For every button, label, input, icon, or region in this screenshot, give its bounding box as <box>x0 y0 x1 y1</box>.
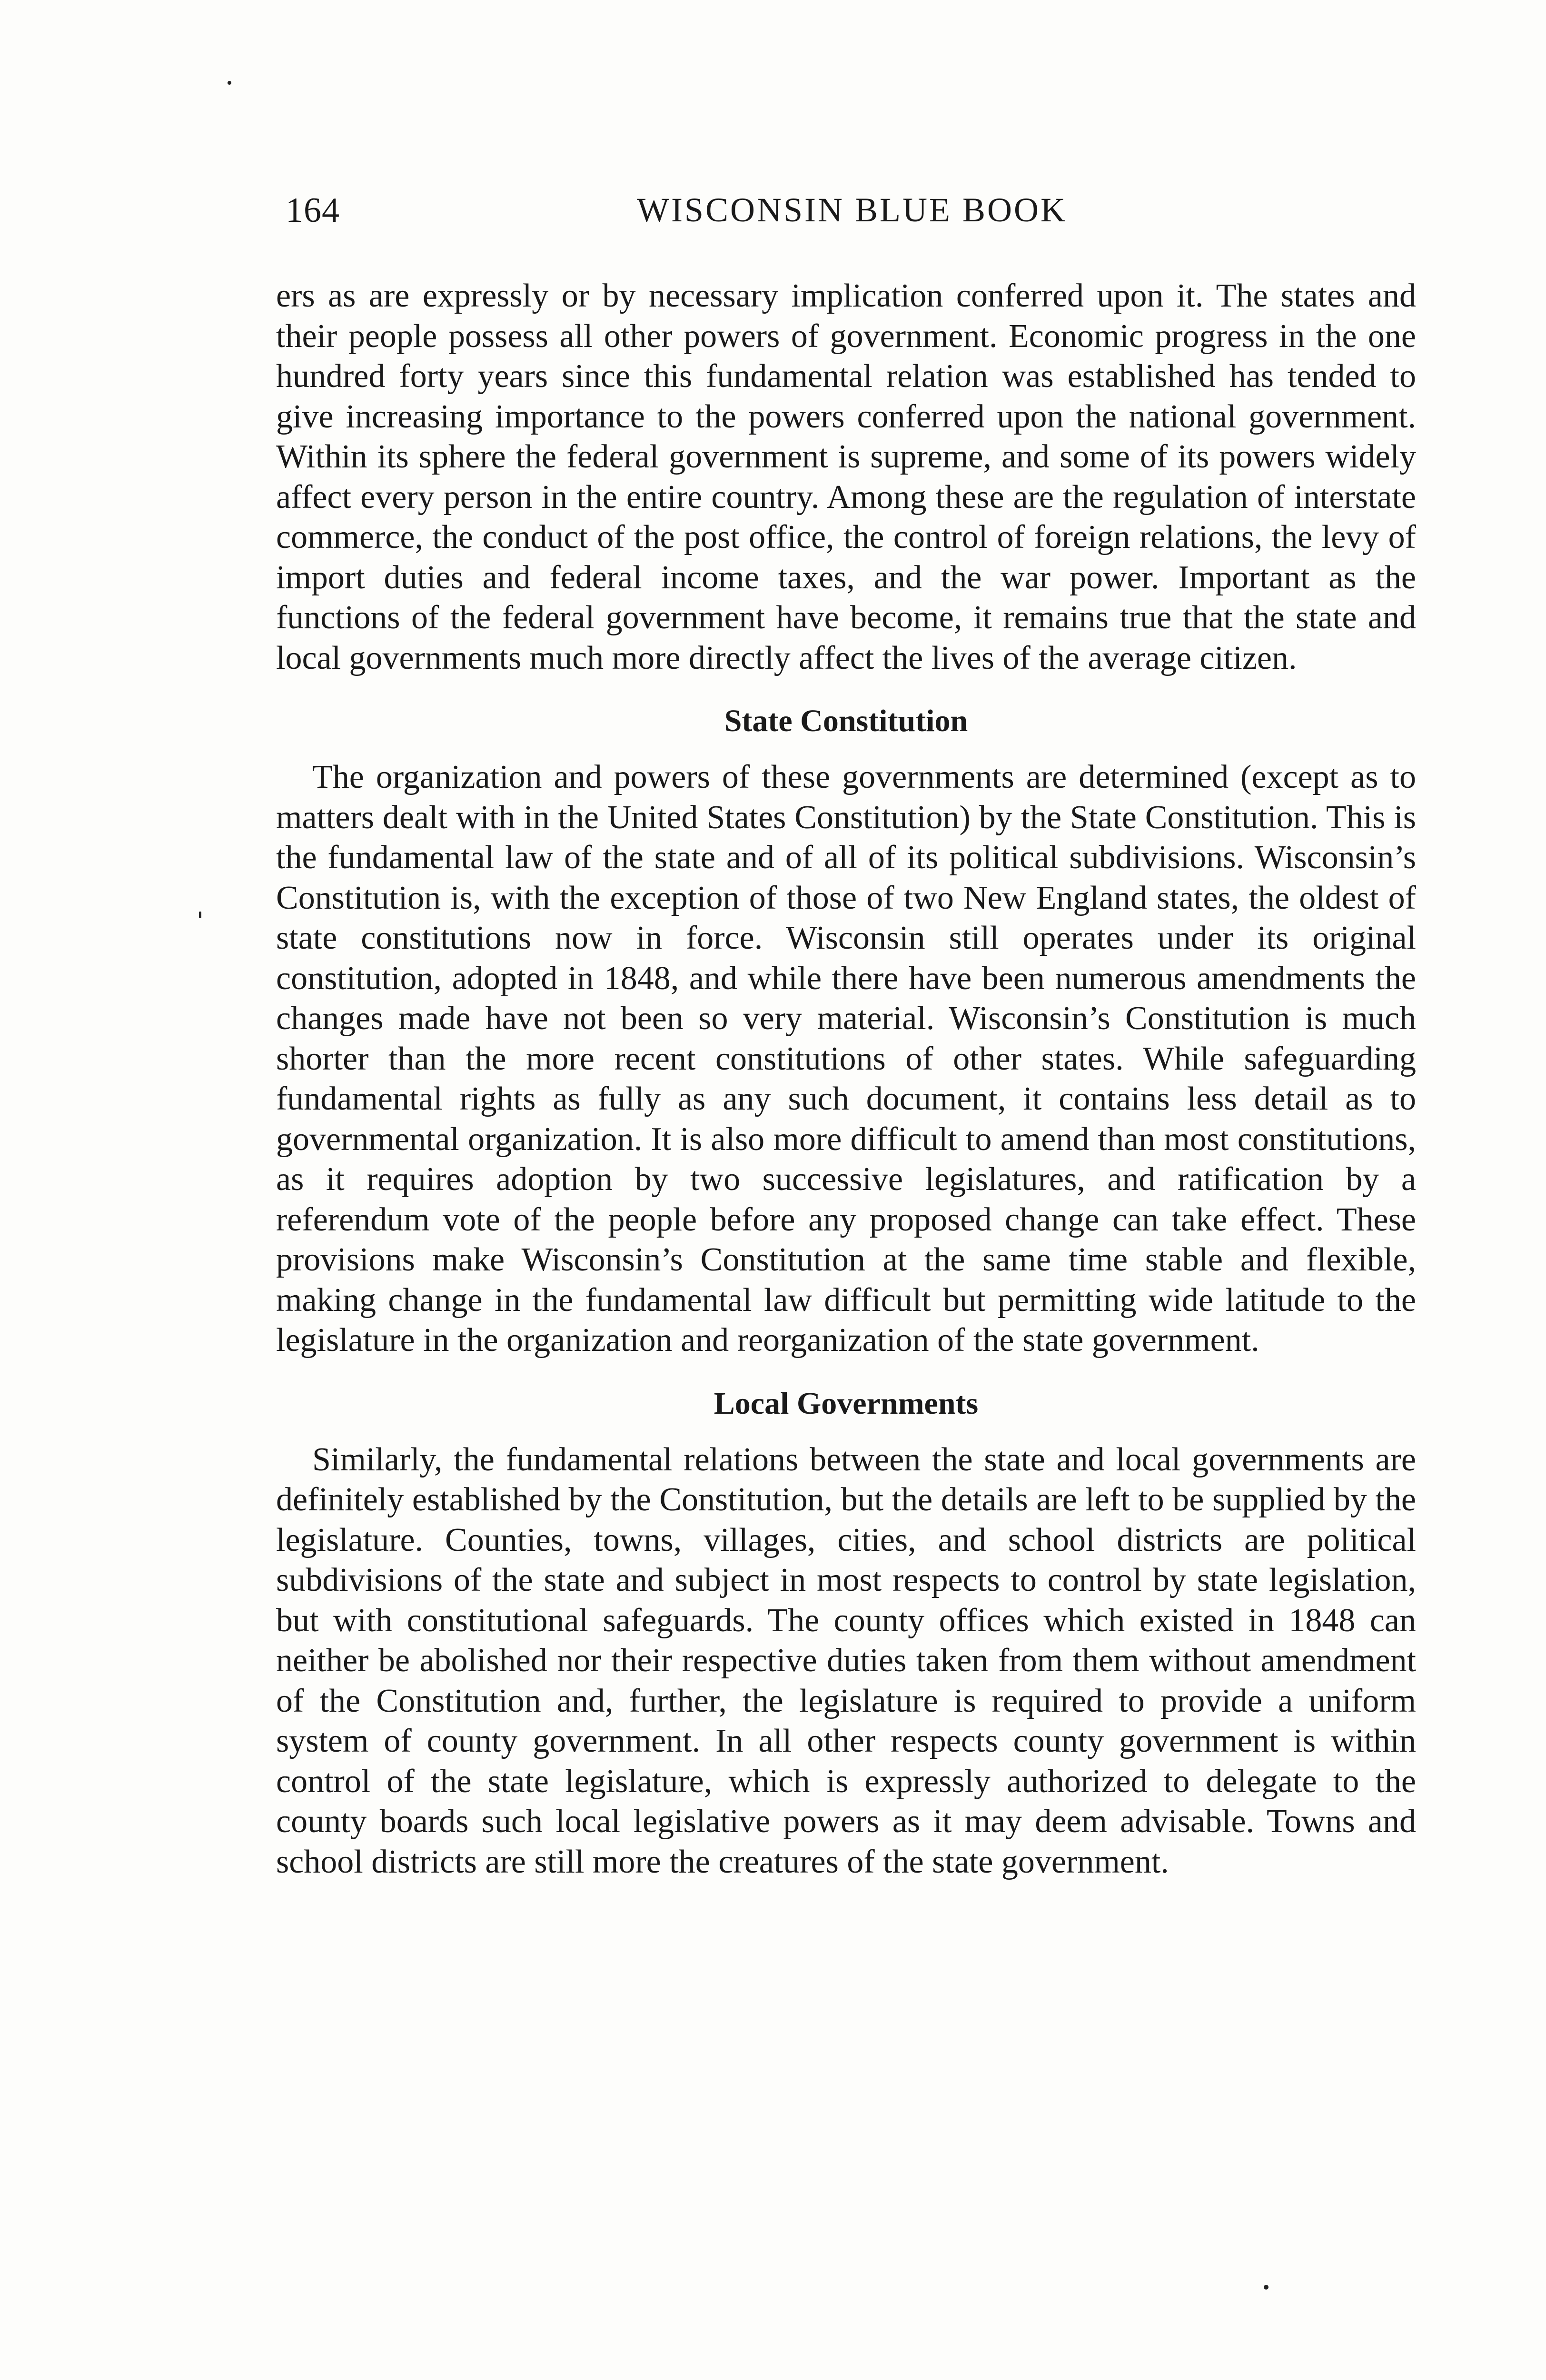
local-governments-paragraph: Similarly, the fundamental relations between the state and local governments are definitely established by the Constitution, but the details are left to be supplied by the legislature. Counties, towns, villages, cities, and school districts are political subdivisions of the state and subject in most respects to control by state legislation, but with constitutional safeguards. The county offices which existed in 1848 can neither be abolished nor their respective duties taken from them without amendment of the Constitution and, further, the legislature is required to provide a uniform system of county government. In all other respects county government is within control of the state legislature, which is expressly authorized to delegate to the county boards such local legislative powers as it may deem advisable. Towns and school districts are still more the creatures of the state government. <box>276 1441 1416 1880</box>
page-header <box>286 190 1418 243</box>
page-number: 164 <box>286 191 340 230</box>
state-constitution-paragraph: The organization and powers of these governments are determined (except as to matters dealt with in the United States Constitution) by the State Constitution. This is the fundamental law of the state and of all of its political subdivisions. Wisconsin’s Constitution is, with the exception of those of two New England states, the oldest of state constitutions now in force. Wisconsin still operates under its original constitution, adopted in 1848, and while there have been numerous amendments the changes made have not been so very material. Wisconsin’s Constitution is much shorter than the more recent constitutions of other states. While safeguarding fundamental rights as fully as any such document, it contains less detail as to governmental organization. It is also more difficult to amend than most constitutions, as it requires adoption by two successive legislatures, and ratification by a referendum vote of the people before any proposed change can take effect. These provisions make Wisconsin’s Constitution at the same time stable and flexible, making change in the fundamental law difficult but permitting wide latitude to the legislature in the organization and reorganization of the state government. <box>276 759 1416 1359</box>
intro-paragraph: ers as are expressly or by necessary implication conferred upon it. The states and their people possess all other powers of government. Economic progress in the one hundred forty years since this fundamental relation was established has tended to give increasing importance to the powers conferred upon the national government. Within its sphere the federal government is supreme, and some of its powers widely affect every person in the entire country. Among these are the regulation of interstate commerce, the conduct of the post office, the control of foreign relations, the levy of import duties and federal income taxes, and the war power. Important as the functions of the federal government have become, it remains true that the state and local governments much more directly affect the lives of the average citizen. <box>276 278 1416 676</box>
running-title: WISCONSIN BLUE BOOK <box>637 191 1067 229</box>
paper-speck <box>199 912 201 918</box>
paper-speck <box>228 81 231 85</box>
paper-speck <box>1264 2285 1269 2290</box>
body-text <box>276 276 1416 1882</box>
section-heading-state-constitution: State Constitution <box>724 704 968 738</box>
section-heading-local-governments: Local Governments <box>714 1386 979 1421</box>
